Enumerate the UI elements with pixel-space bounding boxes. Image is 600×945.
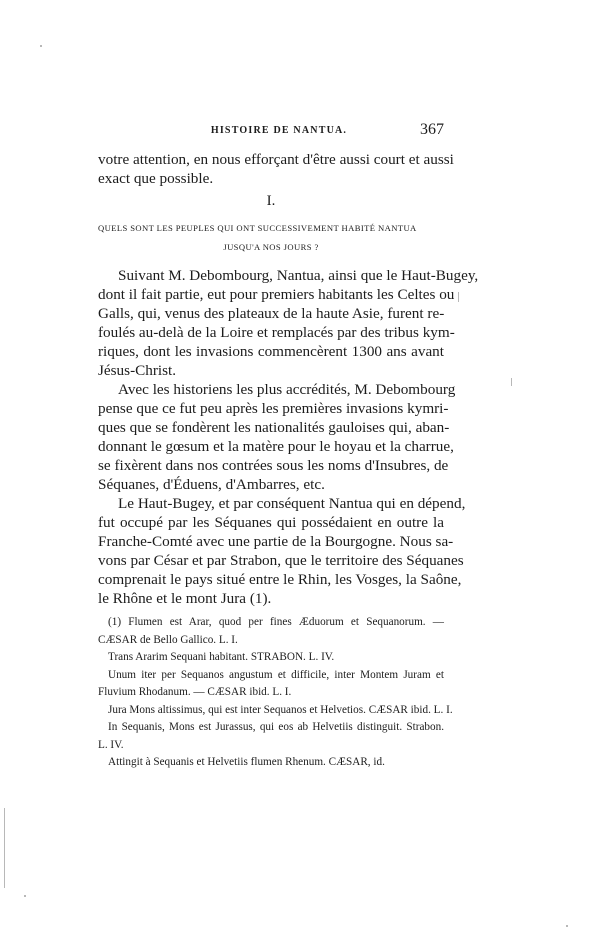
text-line: foulés au-delà de la Loire et remplacés par des tribus kym- xyxy=(98,324,455,341)
footnote-line: Fluvium Rhodanum. — CÆSAR ibid. L. I. xyxy=(98,686,292,698)
paragraph xyxy=(98,266,479,380)
margin-mark xyxy=(40,45,42,47)
footnote-line: (1) Flumen est Arar, quod per fines Æduorum et Sequanorum. — xyxy=(108,616,444,628)
text-line: riques, dont les invasions commencèrent 1300 ans avant xyxy=(98,343,444,360)
footnote-line: Trans Ararim Sequani habitant. STRABON. L. IV. xyxy=(108,651,335,663)
text-line: comprenait le pays situé entre le Rhin, les Vosges, la Saône, xyxy=(98,571,462,588)
page-number: 367 xyxy=(420,121,444,138)
margin-mark xyxy=(4,808,5,888)
text-line: dont il fait partie, eut pour premiers habitants les Celtes ou xyxy=(98,286,455,303)
paragraph xyxy=(98,380,456,494)
text-line: Séquanes, d'Éduens, d'Ambarres, etc. xyxy=(98,476,325,493)
footnote-line: Jura Mons altissimus, qui est inter Sequanos et Helvetios. CÆSAR ibid. L. I. xyxy=(108,703,453,716)
text-line: Franche-Comté avec une partie de la Bourgogne. Nous sa- xyxy=(98,533,454,550)
section-number: I. xyxy=(266,193,276,209)
text-line: donnant le gœsum et la matère pour le hoyau et la charrue, xyxy=(98,438,454,455)
paragraph xyxy=(98,494,466,608)
footnote-line: In Sequanis, Mons est Jurassus, qui eos ab Helvetiis distinguit. Strabon. xyxy=(108,721,444,733)
footnote-line: CÆSAR de Bello Gallico. L. I. xyxy=(98,633,238,646)
section-heading xyxy=(98,219,444,257)
text-line: Avec les historiens les plus accrédités, M. Debombourg xyxy=(118,381,456,398)
text-line: se fixèrent dans nos contrées sous les noms d'Insubres, de xyxy=(98,457,449,474)
text-line: pense que ce fut peu après les premières invasions kymri- xyxy=(98,400,449,417)
footnote-line: L. IV. xyxy=(98,738,124,751)
body-text xyxy=(98,266,479,608)
footnote-line: Unum iter per Sequanos angustum et difficile, inter Montem Juram et xyxy=(108,668,444,681)
section-heading-line: QUELS SONT LES PEUPLES QUI ONT SUCCESSIVEMENT HABITÉ NANTUA xyxy=(98,223,417,233)
text-line: fut occupé par les Séquanes qui possédaient en outre la xyxy=(98,514,444,531)
running-head xyxy=(98,121,460,141)
text-line: ques que se fondèrent les nationalités gauloises qui, aban- xyxy=(98,419,450,436)
text-line: votre attention, en nous efforçant d'être aussi court et aussi xyxy=(98,151,454,168)
footnote-line: Attingit à Sequanis et Helvetiis flumen Rhenum. CÆSAR, id. xyxy=(108,756,385,768)
text-line: exact que possible. xyxy=(98,170,214,187)
section-heading-line: JUSQU'A NOS JOURS ? xyxy=(223,242,319,252)
margin-mark xyxy=(566,925,568,927)
footnotes xyxy=(98,614,453,772)
text-line: Jésus-Christ. xyxy=(98,362,177,379)
text-line: le Rhône et le mont Jura (1). xyxy=(98,590,272,607)
intro-paragraph xyxy=(98,150,454,188)
text-line: Suivant M. Debombourg, Nantua, ainsi que le Haut-Bugey, xyxy=(118,267,479,284)
running-title: HISTOIRE DE NANTUA. xyxy=(210,125,348,136)
margin-mark xyxy=(511,378,512,386)
text-line: Le Haut-Bugey, et par conséquent Nantua qui en dépend, xyxy=(118,495,466,512)
text-line: vons par César et par Strabon, que le territoire des Séquanes xyxy=(98,552,464,569)
text-line: Galls, qui, venus des plateaux de la haute Asie, furent re- xyxy=(98,305,445,322)
margin-mark xyxy=(458,292,459,302)
margin-mark xyxy=(24,895,26,897)
